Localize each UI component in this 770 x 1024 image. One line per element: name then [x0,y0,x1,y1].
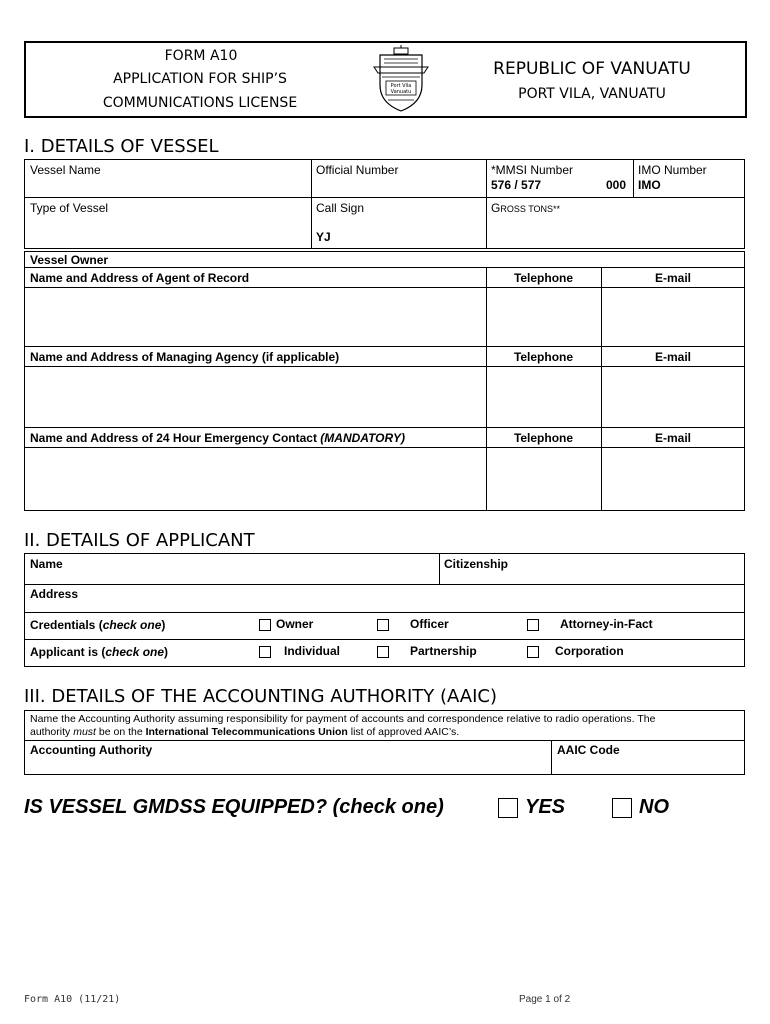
type-of-vessel-field[interactable] [25,216,310,248]
owner-label: Owner [276,617,314,631]
call-sign-value: YJ [316,230,331,244]
official-number-label: Official Number [316,163,399,177]
managing-email-field[interactable] [602,367,744,426]
applicant-is-check-one: check one [105,645,165,659]
divider [24,584,745,585]
mmsi-label: *MMSI Number [491,163,574,177]
divider [311,159,312,249]
mmsi-prefix: 576 / 577 [491,178,542,192]
agent-email-label: E-mail [654,271,691,285]
managing-name-field[interactable] [25,367,485,426]
emergency-label [30,431,405,445]
gmdss-question: IS VESSEL GMDSS EQUIPPED? (check one) [24,796,444,818]
gmdss-yes-label: YES [525,796,566,818]
port-vila-seal [370,45,432,115]
vessel-owner-label: Vessel Owner [30,253,109,267]
applicant-is-close: ) [164,645,169,659]
applicant-is-prefix: Applicant is ( [30,645,106,659]
mmsi-field[interactable] [550,178,604,194]
mmsi-suffix: 000 [606,178,627,192]
aaic-desc-c: list of approved AAIC’s. [347,726,460,738]
managing-telephone-field[interactable] [487,367,600,426]
gmdss-no-label: NO [639,796,669,818]
vessel-name-label: Vessel Name [30,163,101,177]
accounting-authority-label: Accounting Authority [30,743,153,757]
agent-label: Name and Address of Agent of Record [30,271,250,285]
section1-title: I. DETAILS OF VESSEL [24,136,219,157]
gross-tons-rest: ROSS TONS** [500,204,561,214]
divider [601,267,602,511]
address-label: Address [30,587,79,601]
emergency-email-label: E-mail [654,431,691,445]
individual-checkbox[interactable] [259,646,271,658]
divider [633,159,634,197]
call-sign-field[interactable] [336,228,484,246]
gross-tons-initial: G [491,201,501,215]
aaic-desc-b: be on the [95,726,146,738]
attorney-label: Attorney-in-Fact [560,617,653,631]
form-title-line2: COMMUNICATIONS LICENSE [102,95,298,111]
divider [24,740,745,741]
aaic-description-line2 [30,726,459,738]
aaic-description-line1: Name the Accounting Authority assuming responsibility for payment of accounts and correspondence relative to radio operations. The [30,713,656,725]
imo-field[interactable] [662,178,742,194]
owner-checkbox[interactable] [259,619,271,631]
agent-telephone-field[interactable] [487,288,600,345]
citizenship-field[interactable] [516,555,742,582]
divider [24,197,745,198]
aaic-desc-itu: International Telecommunications Union [145,726,348,738]
form-code: FORM A10 [164,48,238,64]
officer-checkbox[interactable] [377,619,389,631]
aaic-code-label: AAIC Code [557,743,620,757]
city-title: PORT VILA, VANUATU [518,86,666,102]
attorney-checkbox[interactable] [527,619,539,631]
partnership-label: Partnership [410,644,477,658]
type-of-vessel-label: Type of Vessel [30,201,109,215]
corporation-checkbox[interactable] [527,646,539,658]
applicant-name-field[interactable] [70,555,436,582]
credentials-prefix: Credentials ( [30,618,103,632]
call-sign-label: Call Sign [316,201,365,215]
applicant-is-label [30,645,168,659]
divider [24,267,745,268]
individual-label: Individual [284,644,341,658]
imo-label: IMO Number [638,163,707,177]
emergency-name-field[interactable] [25,448,485,509]
emergency-telephone-label: Telephone [513,431,574,445]
credentials-label [30,618,165,632]
credentials-close: ) [161,618,166,632]
aaic-desc-a: authority [30,726,74,738]
address-field[interactable] [86,586,742,610]
imo-value: IMO [638,178,661,192]
form-title-line1: APPLICATION FOR SHIP’S [113,71,287,87]
gmdss-no-checkbox[interactable] [612,798,632,818]
managing-email-label: E-mail [654,350,691,364]
managing-label: Name and Address of Managing Agency (if applicable) [30,350,340,364]
emergency-label-text: Name and Address of 24 Hour Emergency Contact [30,431,321,445]
gmdss-yes-checkbox[interactable] [498,798,518,818]
credentials-check-one: check one [102,618,162,632]
gross-tons-label [491,201,560,215]
partnership-checkbox[interactable] [377,646,389,658]
footer-form-id: Form A10 (11/21) [24,994,121,1005]
emergency-telephone-field[interactable] [487,448,600,509]
agent-email-field[interactable] [602,288,744,345]
aaic-desc-must: must [73,726,96,738]
aaic-code-field[interactable] [552,758,744,774]
official-number-field[interactable] [312,178,485,196]
footer-page: Page 1 of 2 [519,994,571,1005]
applicant-name-label: Name [30,557,63,571]
republic-title: REPUBLIC OF VANUATU [493,59,691,79]
seal-text-1: Port Vila [390,83,412,89]
emergency-mandatory: (MANDATORY) [320,431,405,445]
section3-title: III. DETAILS OF THE ACCOUNTING AUTHORITY (AAIC) [24,686,498,707]
divider [24,612,745,613]
divider [24,639,745,640]
emergency-email-field[interactable] [602,448,744,509]
divider [24,427,745,428]
section2-title: II. DETAILS OF APPLICANT [24,530,255,551]
officer-label: Officer [410,617,449,631]
managing-telephone-label: Telephone [513,350,574,364]
gross-tons-field[interactable] [487,216,744,248]
seal-text-2: Vanuatu [390,89,412,95]
agent-name-field[interactable] [25,288,485,345]
divider [439,553,440,584]
agent-telephone-label: Telephone [513,271,574,285]
divider [486,267,487,511]
corporation-label: Corporation [555,644,624,658]
accounting-authority-field[interactable] [25,758,550,774]
vessel-name-field[interactable] [25,178,310,196]
citizenship-label: Citizenship [444,557,509,571]
divider [24,346,745,347]
